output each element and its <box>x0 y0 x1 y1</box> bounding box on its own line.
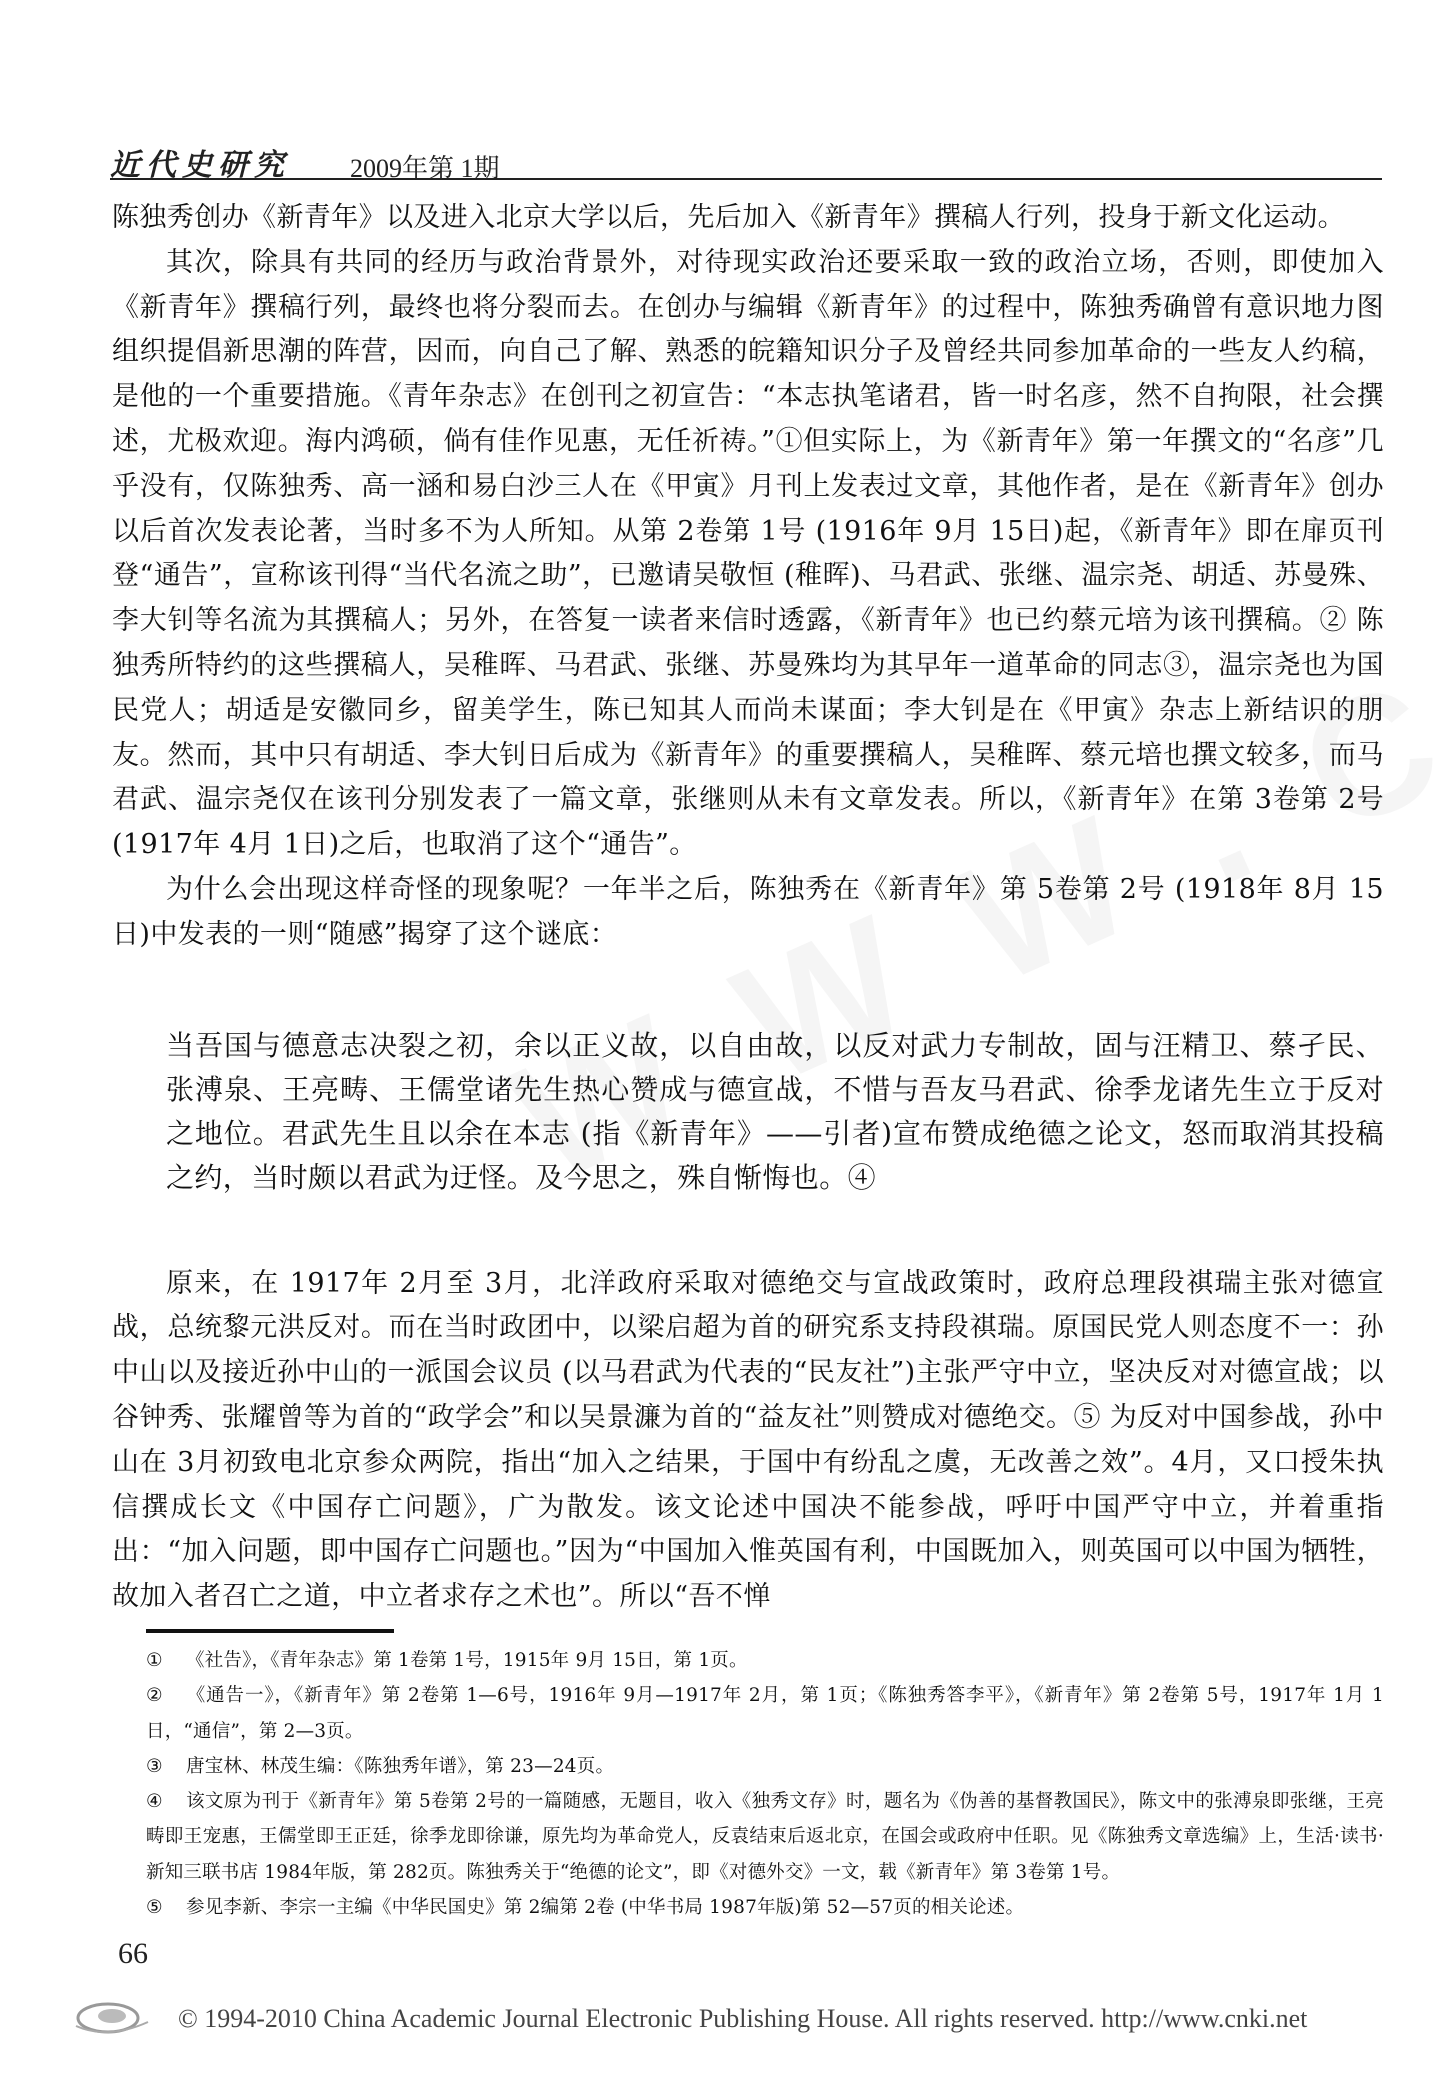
paragraph: 其次，除具有共同的经历与政治背景外，对待现实政治还要采取一致的政治立场，否则，即使加入《新青年》撰稿行列，最终也将分裂而去。在创办与编辑《新青年》的过程中，陈独秀确曾有意识地力图组织提倡新思潮的阵营，因而，向自己了解、熟悉的皖籍知识分子及曾经共同参加革命的一些友人约稿，是他的一个重要措施。《青年杂志》在创刊之初宣告：“本志执笔诸君，皆一时名彦，然不自拘限，社会撰述，尤极欢迎。海内鸿硕，倘有佳作见惠，无任祈祷。”①但实际上，为《新青年》第一年撰文的“名彦”几乎没有，仅陈独秀、高一涵和易白沙三人在《甲寅》月刊上发表过文章，其他作者，是在《新青年》创办以后首次发表论著，当时多不为人所知。从第 2卷第 1号 (1916年 9月 15日)起，《新青年》即在扉页刊登“通告”，宣称该刊得“当代名流之助”，已邀请吴敬恒 (稚晖)、马君武、张继、温宗尧、胡适、苏曼殊、李大钊等名流为其撰稿人；另外，在答复一读者来信时透露，《新青年》也已约蔡元培为该刊撰稿。② 陈独秀所特约的这些撰稿人，吴稚晖、马君武、张继、苏曼殊均为其早年一道革命的同志③，温宗尧也为国民党人；胡适是安徽同乡，留美学生，陈已知其人而尚未谋面；李大钊是在《甲寅》杂志上新结识的朋友。然而，其中只有胡适、李大钊日后成为《新青年》的重要撰稿人，吴稚晖、蔡元培也撰文较多，而马君武、温宗尧仅在该刊分别发表了一篇文章，张继则从未有文章发表。所以，《新青年》在第 3卷第 2号 (1917年 4月 1日)之后，也取消了这个“通告”。 <box>112 246 1384 861</box>
footnote-rule <box>146 1629 394 1633</box>
block-quote: 当吾国与德意志决裂之初，余以正义故，以自由故，以反对武力专制故，固与汪精卫、蔡孑民、张溥泉、王亮畴、王儒堂诸先生热心赞成与德宣战，不惜与吾友马君武、徐季龙诸先生立于反对之地位。君武先生且以余在本志 (指《新青年》——引者)宣布赞成绝德之论文，怒而取消其投稿之约，当时颇以君武为迂怪。及今思之，殊自惭悔也。④ <box>166 1028 1384 1194</box>
footnote <box>146 1643 1384 1678</box>
footnote-mark: ③ <box>146 1755 163 1777</box>
header-rule <box>110 178 1382 180</box>
running-header <box>110 140 1382 183</box>
footnote-text: 唐宝林、林茂生编：《陈独秀年谱》，第 23—24页。 <box>186 1755 615 1777</box>
footnote <box>146 1890 1384 1925</box>
footnote-mark: ④ <box>146 1791 163 1813</box>
footnote-text: 《通告一》，《新青年》第 2卷第 1—6号，1916年 9月—1917年 2月，第 1页；《陈独秀答李平》，《新青年》第 2卷第 5号，1917年 1月 1日，“通信”，第 2—3页。 <box>146 1685 1384 1742</box>
footnotes <box>146 1643 1384 1925</box>
footnote-mark: ⑤ <box>146 1897 163 1919</box>
copyright-bar <box>0 1992 1445 2052</box>
footnote <box>146 1678 1384 1749</box>
issue-label: 2009年第 1期 <box>350 154 500 183</box>
paragraph: 原来，在 1917年 2月至 3月，北洋政府采取对德绝交与宣战政策时，政府总理段祺瑞主张对德宣战，总统黎元洪反对。而在当时政团中，以梁启超为首的研究系支持段祺瑞。原国民党人则态度不一：孙中山以及接近孙中山的一派国会议员 (以马君武为代表的“民友社”)主张严守中立，坚决反对对德宣战；以谷钟秀、张耀曾等为首的“政学会”和以吴景濂为首的“益友社”则赞成对德绝交。⑤ 为反对中国参战，孙中山在 3月初致电北京参众两院，指出“加入之结果，于国中有纷乱之虞，无改善之效”。4月，又口授朱执信撰成长文《中国存亡问题》，广为散发。该文论述中国决不能参战，呼吁中国严守中立，并着重指出：“加入问题，即中国存亡问题也。”因为“中国加入惟英国有利，中国既加入，则英国可以中国为牺牲，故加入者召亡之道，中立者求存之术也”。所以“吾不惮 <box>112 1267 1384 1613</box>
page-number: 66 <box>118 1937 148 1970</box>
footnote <box>146 1749 1384 1784</box>
footnote-text: 《社告》，《青年杂志》第 1卷第 1号，1915年 9月 15日，第 1页。 <box>186 1650 748 1671</box>
copyright-text: © 1994-2010 China Academic Journal Electronic Publishing House. All rights reserved. http://www.cnki.net <box>178 2004 1308 2033</box>
footnote-mark: ① <box>146 1650 163 1671</box>
footnote-text: 参见李新、李宗一主编《中华民国史》第 2编第 2卷 (中华书局 1987年版)第 52—57页的相关论述。 <box>186 1897 1025 1919</box>
footnote-mark: ② <box>146 1685 163 1707</box>
footnote-text: 该文原为刊于《新青年》第 5卷第 2号的一篇随感，无题目，收入《独秀文存》时，题名为《伪善的基督教国民》，陈文中的张溥泉即张继，王亮畴即王宠惠，王儒堂即王正廷，徐季龙即徐谦，原先均为革命党人，反袁结束后返北京，在国会或政府中任职。见《陈独秀文章选编》上，生活·读书·新知三联书店 1984年版，第 282页。陈独秀关于“绝德的论文”，即《对德外交》一文，载《新青年》第 3卷第 1号。 <box>146 1791 1384 1883</box>
paragraph: 为什么会出现这样奇怪的现象呢？一年半之后，陈独秀在《新青年》第 5卷第 2号 (1918年 8月 15日)中发表的一则“随感”揭穿了这个谜底： <box>112 873 1384 950</box>
cnki-logo-icon <box>68 1992 178 2044</box>
paragraph: 陈独秀创办《新青年》以及进入北京大学以后，先后加入《新青年》撰稿人行列，投身于新文化运动。 <box>112 202 1345 233</box>
footnote <box>146 1784 1384 1890</box>
journal-name: 近代史研究 <box>110 148 290 183</box>
article-body <box>112 196 1384 1620</box>
